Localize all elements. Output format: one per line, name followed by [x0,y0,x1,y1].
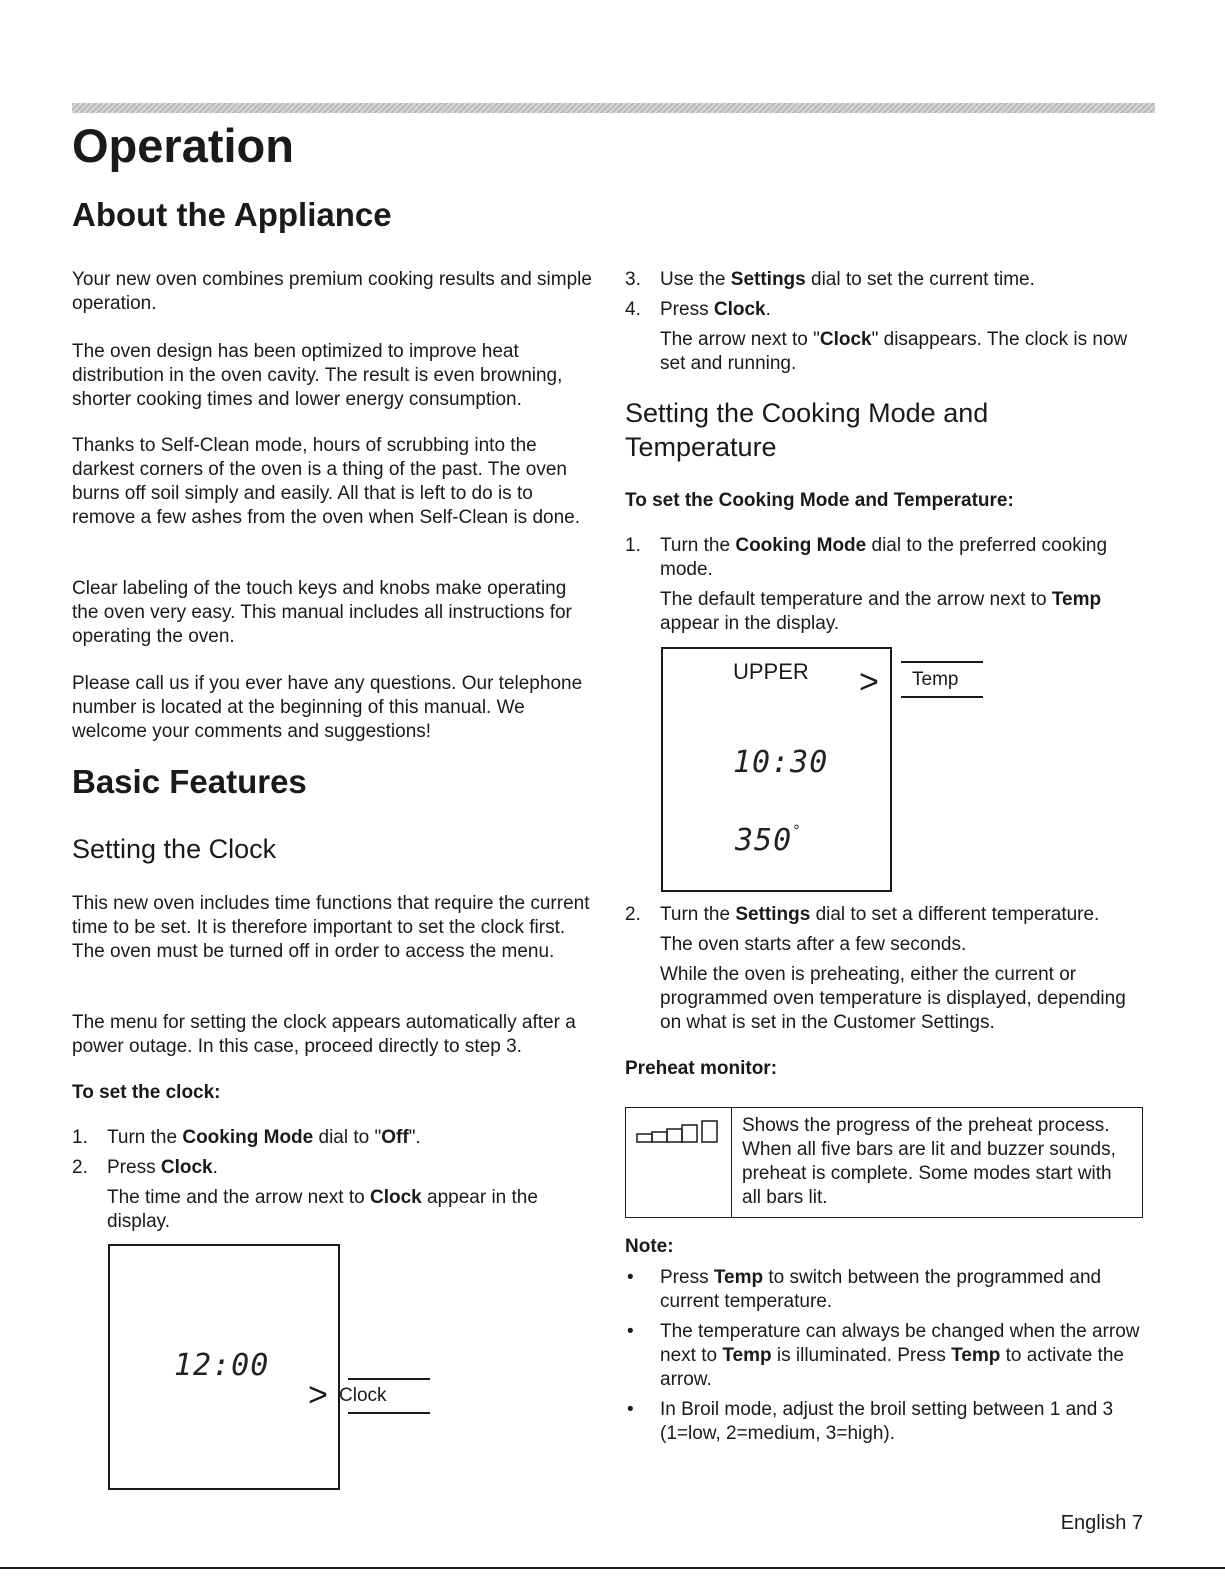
step-item: 2. Turn the Settings dial to set a different temperature. The oven starts after a few seconds. While the oven is preheating, either the current or programmed oven temperature is displayed, depending on what is set in the Customer Settings. [625,903,1145,1035]
time-readout: 10:30 [733,745,829,780]
note-item: • In Broil mode, adjust the broil setting between 1 and 3 (1=low, 2=medium, 3=high). [627,1399,1114,1444]
about-title: About the Appliance [72,196,392,233]
callout-line [348,1378,430,1380]
note-item: • Press Temp to switch between the programmed and current temperature. [627,1267,1102,1312]
chapter-title: Operation [72,119,294,172]
about-paragraph: Please call us if you ever have any questions. Our telephone number is located at the beginning of this manual. We welcome your comments and suggestions! [72,673,583,742]
preheat-monitor-table [625,1107,1143,1218]
callout-line [348,1412,430,1414]
clock-section-title: Setting the Clock [72,834,277,864]
mode-step-1 [625,534,1145,642]
preheat-runin: Preheat monitor: [625,1058,778,1079]
step-item: 3. Use the Settings dial to set the current time. [625,269,1035,290]
step-item: 1. Turn the Cooking Mode dial to "Off". [72,1127,421,1148]
arrow-right-icon: > [308,1376,328,1414]
step-subtext: The oven starts after a few seconds. [660,934,967,955]
clock-runin: To set the clock: [72,1082,221,1103]
mode-readout: UPPER [733,659,809,684]
about-paragraph: Your new oven combines premium cooking results and simple operation. [72,269,592,314]
callout-line [901,696,983,698]
preheat-icon-cell [626,1108,732,1217]
clock-time-readout: 12:00 [174,1348,270,1383]
about-paragraph: Clear labeling of the touch keys and knobs make operating the oven very easy. This manual includes all instructions for operating the oven. [72,578,572,647]
mode-section-title: Setting the Cooking Mode and Temperature [625,398,989,462]
clock-steps [72,1126,592,1240]
step-subtext: The default temperature and the arrow next to Temp appear in the display. [660,589,1102,634]
step-subtext: While the oven is preheating, either the current or programmed oven temperature is displayed, depending on what is set in the Customer Settings. [660,964,1126,1033]
preheat-description: Shows the progress of the preheat process. When all five bars are lit and buzzer sounds, preheat is complete. Some modes start with all bars lit. [742,1115,1116,1208]
header-rule [72,103,1155,113]
temp-display-label: Temp [912,669,959,690]
footer-rule [0,1567,1225,1569]
arrow-right-icon: > [859,663,879,701]
basic-features-title: Basic Features [72,763,307,800]
step-subtext: The arrow next to "Clock" disappears. The clock is now set and running. [660,329,1128,374]
page-footer: English 7 [1060,1512,1143,1534]
temperature-readout: 350° [735,823,802,858]
clock-paragraph: The menu for setting the clock appears automatically after a power outage. In this case, proceed directly to step 3. [72,1012,576,1057]
preheat-bars-icon [636,1120,722,1144]
clock-display-label: Clock [339,1385,387,1406]
about-paragraph: The oven design has been optimized to improve heat distribution in the oven cavity. The result is even browning, shorter cooking times and lower energy consumption. [72,341,563,410]
clock-paragraph: This new oven includes time functions that require the current time to be set. It is therefore important to set the clock first. The oven must be turned off in order to access the menu. [72,893,590,962]
about-paragraph: Thanks to Self-Clean mode, hours of scrubbing into the darkest corners of the oven is a thing of the past. The oven burns off soil simply and easily. All that is left to do is to remove a few ashes from the oven when Self-Clean is done. [72,435,580,528]
step-item: 4. Press Clock. The arrow next to "Clock" disappears. The clock is now set and running. [625,298,1145,376]
note-list [625,1266,1145,1452]
callout-line [901,661,983,663]
clock-steps-continued [625,268,1145,382]
step-item: 2. Press Clock. The time and the arrow next to Clock appear in the display. [72,1156,592,1234]
mode-runin: To set the Cooking Mode and Temperature: [625,490,1014,511]
step-item: 1. Turn the Cooking Mode dial to the preferred cooking mode. The default temperature and the arrow next to Temp appear in the display. [625,534,1145,636]
clock-display-figure [108,1244,340,1490]
note-item: • The temperature can always be changed when the arrow next to Temp is illuminated. Press Temp to activate the arrow. [627,1321,1140,1390]
temp-display-figure [661,647,892,892]
note-runin: Note: [625,1236,674,1257]
mode-step-2 [625,903,1145,1041]
step-subtext: The time and the arrow next to Clock appear in the display. [107,1187,538,1232]
